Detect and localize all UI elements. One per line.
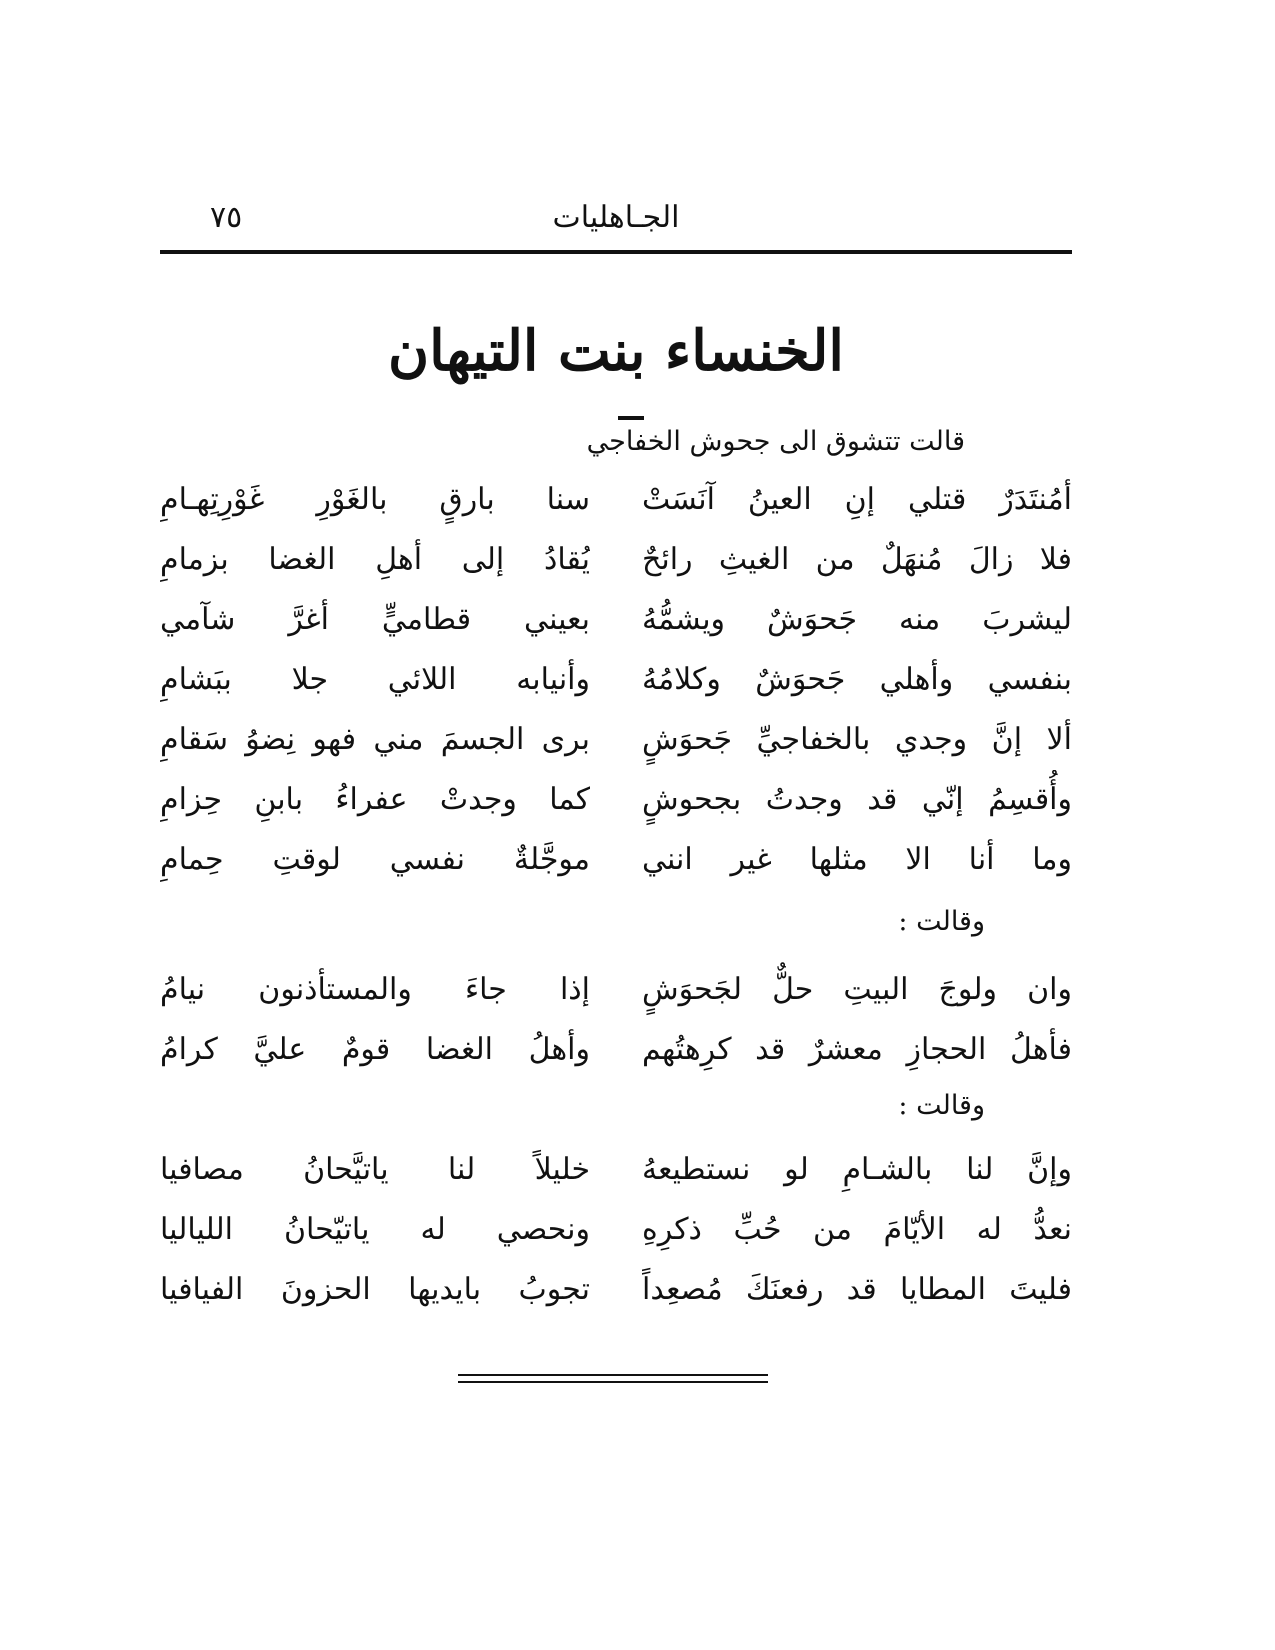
verse-second-hemistich: وأنيابه اللائي جلا ببَشامِ	[160, 662, 590, 697]
closing-double-rule-bottom	[458, 1381, 768, 1383]
verse-line	[160, 960, 1072, 1020]
verse-first-hemistich: فليتَ المطايا قد رفعنَكَ مُصعِداً	[642, 1272, 1072, 1307]
verse-first-hemistich: بنفسي وأهلي جَحوَشٌ وكلامُهُ	[642, 662, 1072, 697]
closing-double-rule-top	[458, 1374, 768, 1376]
verse-second-hemistich: سنا بارقٍ بالغَوْرِ غَوْرِتِهـامِ	[160, 482, 590, 517]
section-intro: قالت تتشوق الى جحوش الخفاجي	[586, 426, 965, 457]
verse-first-hemistich: وما أنا الا مثلها غير انني	[642, 842, 1072, 877]
running-title: الجـاهليات	[552, 200, 680, 235]
heading-dash-ornament	[618, 416, 644, 420]
section-intro: وقالت :	[898, 906, 985, 937]
verse-second-hemistich: تجوبُ بايديها الحزونَ الفيافيا	[160, 1272, 590, 1307]
verse-line	[160, 1020, 1072, 1080]
verse-first-hemistich: وإنَّ لنا بالشـامِ لو نستطيعهُ	[642, 1152, 1072, 1187]
page-number: ٧٥	[210, 200, 243, 235]
verse-line	[160, 1200, 1072, 1260]
verse-second-hemistich: يُقادُ إلى أهلِ الغضا بزمامِ	[160, 542, 590, 577]
poem-section-1	[160, 470, 1072, 890]
verse-first-hemistich: فلا زالَ مُنهَلٌ من الغيثِ رائحٌ	[642, 542, 1072, 577]
poem-section-3	[160, 1140, 1072, 1320]
verse-second-hemistich: خليلاً لنا ياتيَّحانُ مصافيا	[160, 1152, 590, 1187]
verse-first-hemistich: نعدُّ له الأيّامَ من حُبِّ ذكرِهِ	[642, 1212, 1072, 1247]
poem-section-2	[160, 960, 1072, 1080]
verse-second-hemistich: ونحصي له ياتيّحانُ اللياليا	[160, 1212, 590, 1247]
verse-first-hemistich: وان ولوجَ البيتِ حلٌّ لجَحوَشٍ	[642, 972, 1072, 1007]
verse-line	[160, 530, 1072, 590]
verse-first-hemistich: أمُنتَدَرٌ قتلي إنِ العينُ آنَسَتْ	[642, 482, 1072, 517]
verse-first-hemistich: وأُقسِمُ إنّي قد وجدتُ بجحوشٍ	[642, 782, 1072, 817]
verse-line	[160, 710, 1072, 770]
verse-second-hemistich: وأهلُ الغضا قومٌ عليَّ كرامُ	[160, 1032, 590, 1067]
verse-line	[160, 830, 1072, 890]
verse-line	[160, 1260, 1072, 1320]
verse-first-hemistich: ألا إنَّ وجدي بالخفاجيِّ جَحوَشٍ	[642, 722, 1072, 757]
verse-first-hemistich: فأهلُ الحجازِ معشرٌ قد كرِهتُهم	[642, 1032, 1072, 1067]
verse-second-hemistich: إذا جاءَ والمستأذنون نيامُ	[160, 972, 590, 1007]
verse-line	[160, 770, 1072, 830]
verse-line	[160, 1140, 1072, 1200]
verse-line	[160, 470, 1072, 530]
verse-second-hemistich: كما وجدتْ عفراءُ بابنِ حِزامِ	[160, 782, 590, 817]
section-intro: وقالت :	[898, 1090, 985, 1121]
verse-first-hemistich: ليشربَ منه جَحوَشٌ ويشمُّهُ	[642, 602, 1072, 637]
poet-heading: الخنساء بنت التيهان	[388, 318, 844, 384]
header-rule	[160, 250, 1072, 254]
verse-line	[160, 650, 1072, 710]
verse-second-hemistich: بعيني قطاميٍّ أغرَّ شآمي	[160, 602, 590, 637]
verse-line	[160, 590, 1072, 650]
verse-second-hemistich: برى الجسمَ مني فهو نِضوُ سَقامِ	[160, 722, 590, 757]
running-header	[160, 200, 1072, 240]
verse-second-hemistich: موجَّلةٌ نفسي لوقتِ حِمامِ	[160, 842, 590, 877]
